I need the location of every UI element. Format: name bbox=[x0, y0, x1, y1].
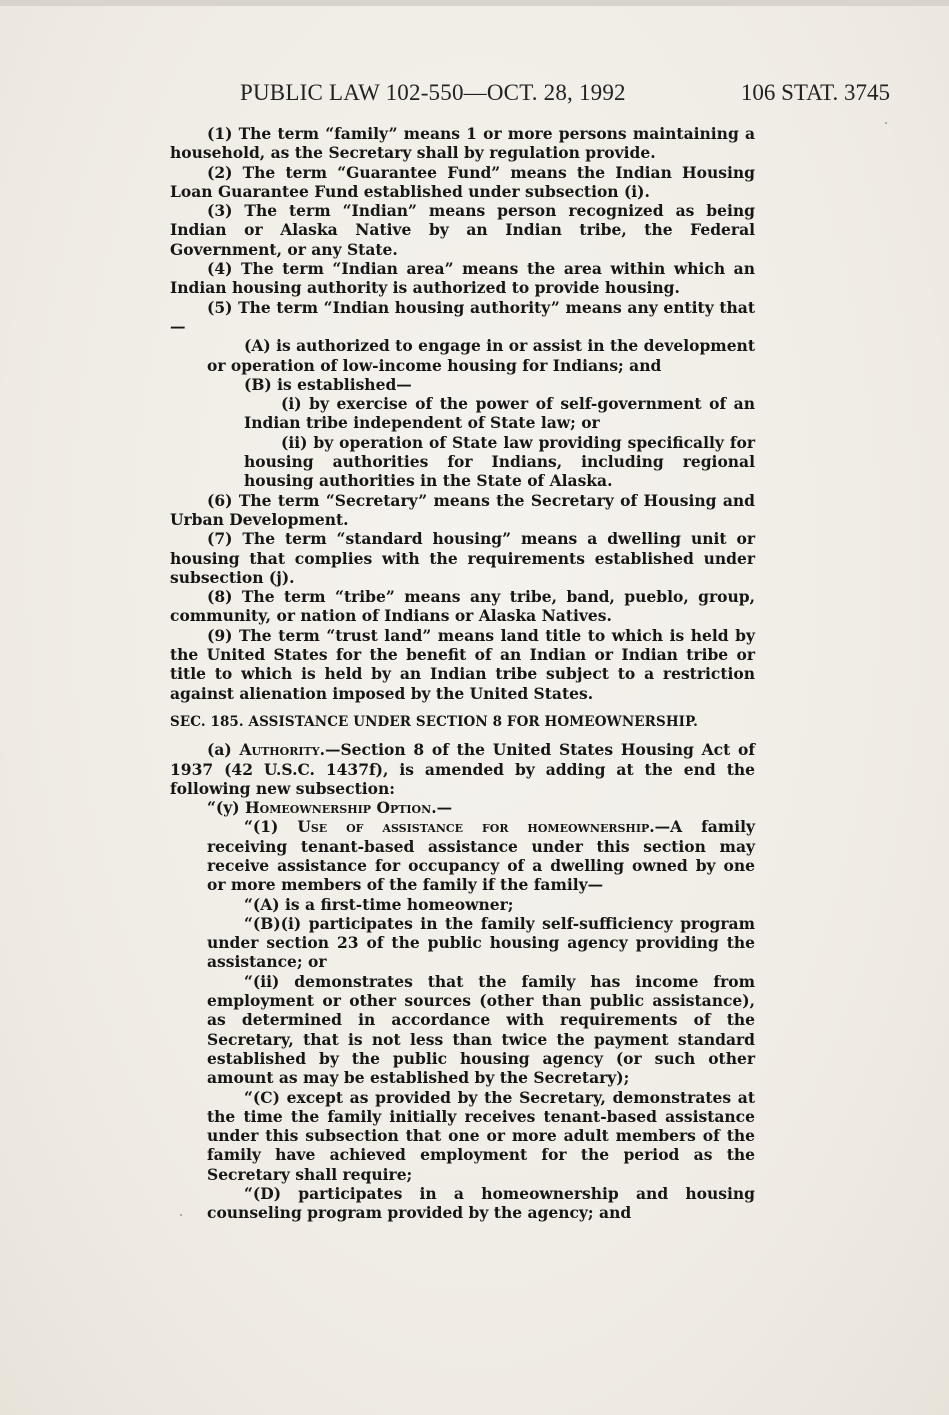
running-header bbox=[170, 80, 890, 116]
subsection-a bbox=[170, 740, 755, 798]
paragraph-y-1-c: “(C) except as provided by the Secretary, demonstrates at the time the family initially receives tenant-based assistance under this subsection that one or more adult members of the family have achieved employment for the period as the Secretary shall require; bbox=[207, 1087, 755, 1184]
definition-5-b-ii: (ii) by operation of State law providing specifically for housing authorities for Indians, including regional housing authorities in the State of Alaska. bbox=[244, 432, 755, 491]
paragraph-y-1-caption: Use of assistance for homeownership bbox=[297, 817, 650, 837]
definition-6: (6) The term “Secretary” means the Secretary of Housing and Urban Development. bbox=[170, 490, 755, 529]
paragraph-y-1 bbox=[170, 817, 755, 894]
header-title: PUBLIC LAW 102-550—OCT. 28, 1992 bbox=[240, 80, 626, 105]
definition-2: (2) The term “Guarantee Fund” means the Indian Housing Loan Guarantee Fund established under subsection (i). bbox=[170, 162, 755, 201]
definition-5-b: (B) is established— bbox=[244, 374, 412, 394]
definition-5-a: (A) is authorized to engage in or assist in the development or operation of low-income housing for Indians; and bbox=[207, 336, 755, 375]
subsection-y-caption: Homeownership Option bbox=[245, 798, 432, 818]
subsection-y-dash: .— bbox=[431, 798, 453, 818]
definition-1: (1) The term “family” means 1 or more persons maintaining a household, as the Secretary shall by regulation provide. bbox=[170, 124, 755, 163]
section-heading: SEC. 185. ASSISTANCE UNDER SECTION 8 FOR HOMEOWNERSHIP. bbox=[170, 713, 698, 730]
paragraph-y-1-text: .—A family receiving tenant-based assistance under this section may receive assistance for occupancy of a dwelling owned by one or more members of the family if the family— bbox=[207, 817, 755, 895]
subsection-y-heading bbox=[170, 798, 755, 817]
header-stat-citation: 106 STAT. 3745 bbox=[740, 80, 890, 105]
subsection-y-label: “(y) bbox=[207, 798, 245, 818]
definition-7: (7) The term “standard housing” means a dwelling unit or housing that complies with the requirements established under subsection (j). bbox=[170, 529, 755, 587]
scan-speck bbox=[885, 122, 887, 124]
paragraph-y-1-label: “(1) bbox=[244, 817, 298, 837]
definition-5: (5) The term “Indian housing authority” means any entity that— bbox=[170, 297, 755, 336]
subsection-a-caption: Authority bbox=[239, 740, 320, 760]
paragraph-y-1-b-ii: “(ii) demonstrates that the family has income from employment or other sources (other than public assistance), as determined in accordance with requirements of the Secretary, that is not less than twice the payment standard established by the public housing agency (or such other amount as may be established by the Secretary); bbox=[207, 971, 755, 1088]
scan-speck bbox=[180, 1214, 182, 1216]
definition-9: (9) The term “trust land” means land title to which is held by the United States for the benefit of an Indian or Indian tribe or title to which is held by an Indian tribe subject to a restriction against alienation imposed by the United States. bbox=[170, 625, 755, 703]
definition-8: (8) The term “tribe” means any tribe, band, pueblo, group, community, or nation of Indians or Alaska Natives. bbox=[170, 587, 755, 626]
definition-3: (3) The term “Indian” means person recognized as being Indian or Alaska Native by an Indian tribe, the Federal Government, or any State. bbox=[170, 201, 755, 259]
paragraph-y-1-b-i: “(B)(i) participates in the family self-sufficiency program under section 23 of the public housing agency providing the assistance; or bbox=[207, 913, 755, 972]
paragraph-y-1-d: “(D) participates in a homeownership and housing counseling program provided by the agency; and bbox=[207, 1184, 755, 1223]
paragraph-y-1-a: “(A) is a first-time homeowner; bbox=[244, 894, 514, 914]
scan-top-edge bbox=[0, 0, 949, 6]
subsection-a-label: (a) bbox=[207, 740, 240, 760]
definition-5-b-i: (i) by exercise of the power of self-government of an Indian tribe independent of State law; or bbox=[244, 394, 755, 433]
subsection-a-text: .—Section 8 of the United States Housing Act of 1937 (42 U.S.C. 1437f), is amended by adding at the end the following new subsection: bbox=[170, 740, 756, 798]
document-body bbox=[170, 124, 755, 1223]
definition-4: (4) The term “Indian area” means the area within which an Indian housing authority is authorized to provide housing. bbox=[170, 259, 755, 298]
